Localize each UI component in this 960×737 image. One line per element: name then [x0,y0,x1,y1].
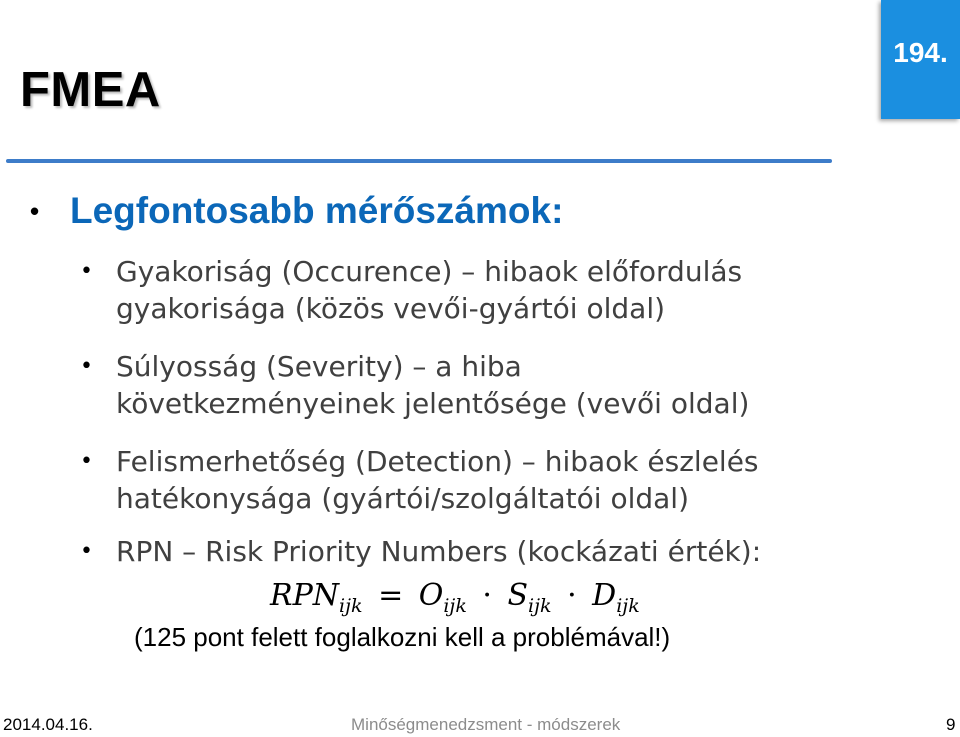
formula-term-s: S [507,578,529,613]
list-item-rpn [80,533,920,570]
formula-lhs: RPN [270,578,340,613]
item-line: Felismerhetőség (Detection) – hibaok észlelés [116,445,759,478]
slide-title: FMEA [20,63,161,117]
footer-date: 2014.04.16. [3,715,93,734]
formula-term-s-sub: ijk [528,595,552,617]
list-item-detection [80,443,920,517]
formula-dot: · [482,578,492,613]
formula-dot: · [567,578,577,613]
formula-term-d-sub: ijk [616,595,640,617]
bullet-icon: • [80,449,93,474]
list-item-occurrence [80,253,920,327]
formula-term-d: D [592,578,617,613]
formula-term-o: O [418,578,444,613]
item-line: hatékonysága (gyártói/szolgáltatói oldal) [116,482,689,515]
threshold-note: (125 pont felett foglalkozni kell a problémával!) [134,622,671,652]
list-item-severity [80,348,920,422]
title-divider [6,159,832,163]
item-line: Gyakoriság (Occurence) – hibaok előfordulás [116,255,743,288]
page-number-badge [881,0,960,119]
formula-lhs-sub: ijk [339,595,363,617]
bullet-icon: • [80,539,93,564]
item-line: Súlyosság (Severity) – a hiba [116,350,522,383]
rpn-formula [270,578,640,617]
heading-text: Legfontosabb mérőszámok: [70,190,564,231]
item-line: következményeinek jelentősége (vevői oldal) [116,387,750,420]
footer-page-number: 9 [946,715,956,734]
bullet-icon: • [80,259,93,284]
bullet-icon: • [80,354,93,379]
footer-title: Minőségmenedzsment - módszerek [351,715,621,734]
item-line: RPN – Risk Priority Numbers (kockázati érték): [116,535,762,568]
item-line: gyakorisága (közös vevői-gyártói oldal) [116,292,666,325]
formula-equals: = [378,578,404,613]
formula-term-o-sub: ijk [443,595,467,617]
page-badge-label: 194. [893,37,948,68]
bullet-icon: • [30,196,40,226]
